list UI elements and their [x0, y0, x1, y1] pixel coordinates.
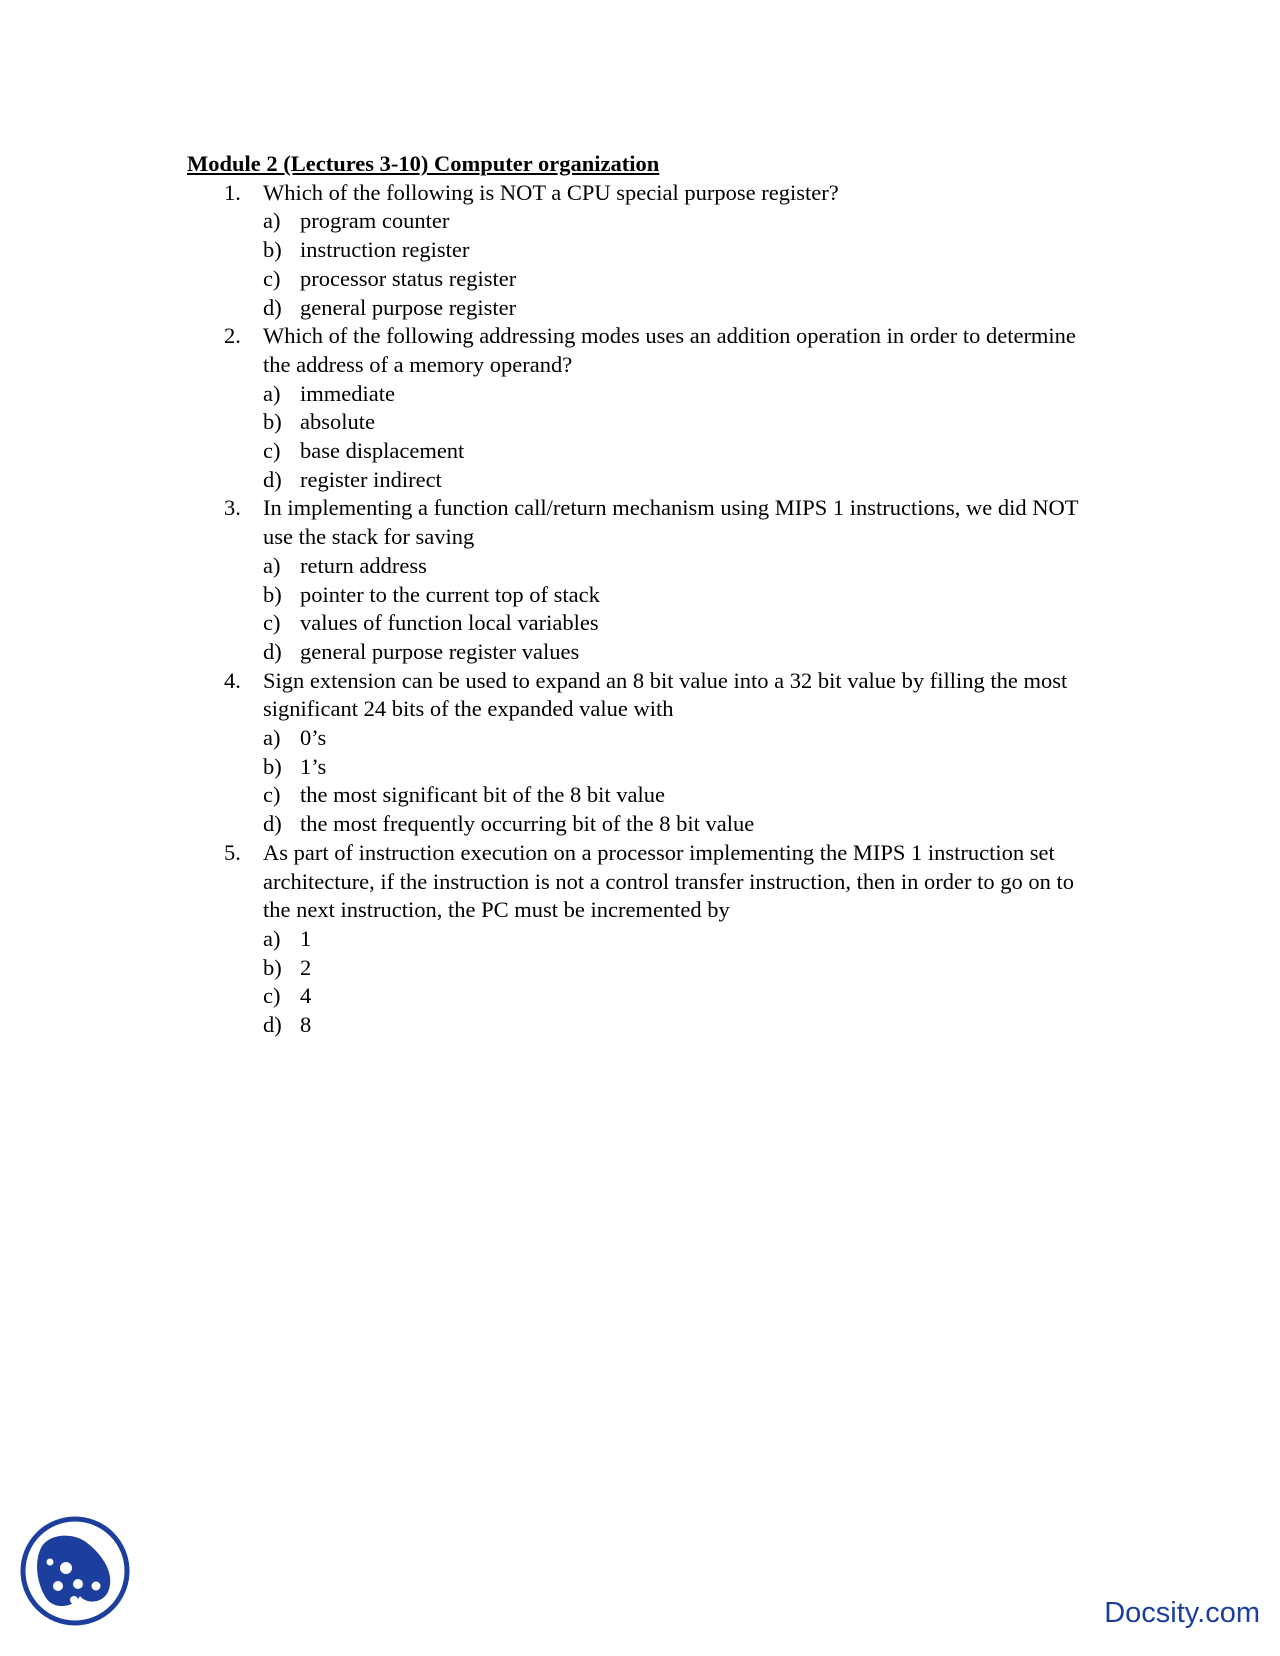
option-text: instruction register	[300, 237, 470, 263]
option-d	[263, 638, 1087, 667]
option-letter: d)	[263, 466, 282, 492]
question-text: Sign extension can be used to expand an 8 bit value into a 32 bit value by filling the most significant 24 bits of the expanded value with	[263, 667, 1068, 722]
option-d	[263, 1011, 1087, 1040]
question-text: In implementing a function call/return mechanism using MIPS 1 instructions, we did NOT use the stack for saving	[263, 495, 1079, 550]
option-letter: d)	[263, 811, 282, 837]
option-letter: a)	[263, 552, 281, 578]
option-text: absolute	[300, 409, 375, 435]
option-letter: c)	[263, 438, 281, 464]
option-letter: c)	[263, 265, 281, 291]
option-letter: d)	[263, 294, 282, 320]
question-1	[187, 179, 1087, 323]
question-number: 1.	[224, 179, 241, 205]
option-text: pointer to the current top of stack	[300, 581, 600, 607]
option-a	[263, 207, 1087, 236]
question-text: Which of the following addressing modes uses an addition operation in order to determine the address of a memory operand?	[263, 323, 1076, 377]
option-text: processor status register	[300, 265, 517, 291]
option-letter: a)	[263, 925, 281, 951]
option-b	[263, 954, 1087, 983]
option-list	[263, 207, 1087, 322]
question-text: Which of the following is NOT a CPU special purpose register?	[263, 179, 839, 205]
option-c	[263, 437, 1087, 466]
question-number: 2.	[224, 323, 241, 349]
option-text: immediate	[300, 380, 395, 406]
option-letter: b)	[263, 581, 282, 607]
option-c	[263, 781, 1087, 810]
docsity-logo-icon[interactable]	[20, 1516, 130, 1626]
question-text: As part of instruction execution on a processor implementing the MIPS 1 instruction set architecture, if the instruction is not a control transfer instruction, then in order to go on to the next instruction, the PC must be incremented by	[263, 839, 1075, 923]
option-letter: d)	[263, 1012, 282, 1038]
module-title: Module 2 (Lectures 3-10) Computer organization	[187, 151, 660, 176]
option-list	[263, 925, 1087, 1040]
option-text: program counter	[300, 208, 450, 234]
option-list	[263, 724, 1087, 839]
option-d	[263, 294, 1087, 323]
question-number: 3.	[224, 495, 241, 521]
option-b	[263, 753, 1087, 782]
option-letter: c)	[263, 610, 281, 636]
option-letter: b)	[263, 237, 282, 263]
option-text: 1	[300, 925, 312, 951]
question-2	[187, 322, 1087, 494]
option-a	[263, 925, 1087, 954]
option-letter: c)	[263, 983, 281, 1009]
option-letter: c)	[263, 782, 281, 808]
option-letter: b)	[263, 753, 282, 779]
option-text: general purpose register	[300, 294, 517, 320]
question-3	[187, 494, 1087, 666]
question-number: 4.	[224, 667, 241, 693]
option-c	[263, 609, 1087, 638]
docsity-logo-graphic	[20, 1516, 130, 1626]
option-text: register indirect	[300, 466, 442, 492]
option-text: the most frequently occurring bit of the 8 bit value	[300, 811, 755, 837]
option-letter: b)	[263, 409, 282, 435]
option-text: values of function local variables	[300, 610, 599, 636]
option-letter: a)	[263, 725, 281, 751]
option-text: 4	[300, 983, 312, 1009]
option-letter: b)	[263, 954, 282, 980]
option-d	[263, 810, 1087, 839]
option-text: 1’s	[300, 753, 327, 779]
option-text: 0’s	[300, 725, 327, 751]
option-letter: a)	[263, 380, 281, 406]
question-number: 5.	[224, 839, 241, 865]
option-a	[263, 380, 1087, 409]
option-list	[263, 552, 1087, 667]
option-list	[263, 380, 1087, 495]
option-d	[263, 466, 1087, 495]
question-4	[187, 667, 1087, 839]
option-c	[263, 265, 1087, 294]
option-c	[263, 982, 1087, 1011]
option-a	[263, 552, 1087, 581]
option-text: 2	[300, 954, 312, 980]
option-text: base displacement	[300, 438, 465, 464]
option-letter: d)	[263, 638, 282, 664]
option-a	[263, 724, 1087, 753]
option-text: return address	[300, 552, 427, 578]
option-b	[263, 408, 1087, 437]
option-text: the most significant bit of the 8 bit value	[300, 782, 665, 808]
question-5	[187, 839, 1087, 1040]
document-page	[187, 150, 1087, 1040]
option-b	[263, 236, 1087, 265]
option-text: general purpose register values	[300, 638, 580, 664]
option-letter: a)	[263, 208, 281, 234]
docsity-brand-link[interactable]: Docsity.com	[1104, 1597, 1260, 1629]
option-b	[263, 581, 1087, 610]
option-text: 8	[300, 1012, 312, 1038]
